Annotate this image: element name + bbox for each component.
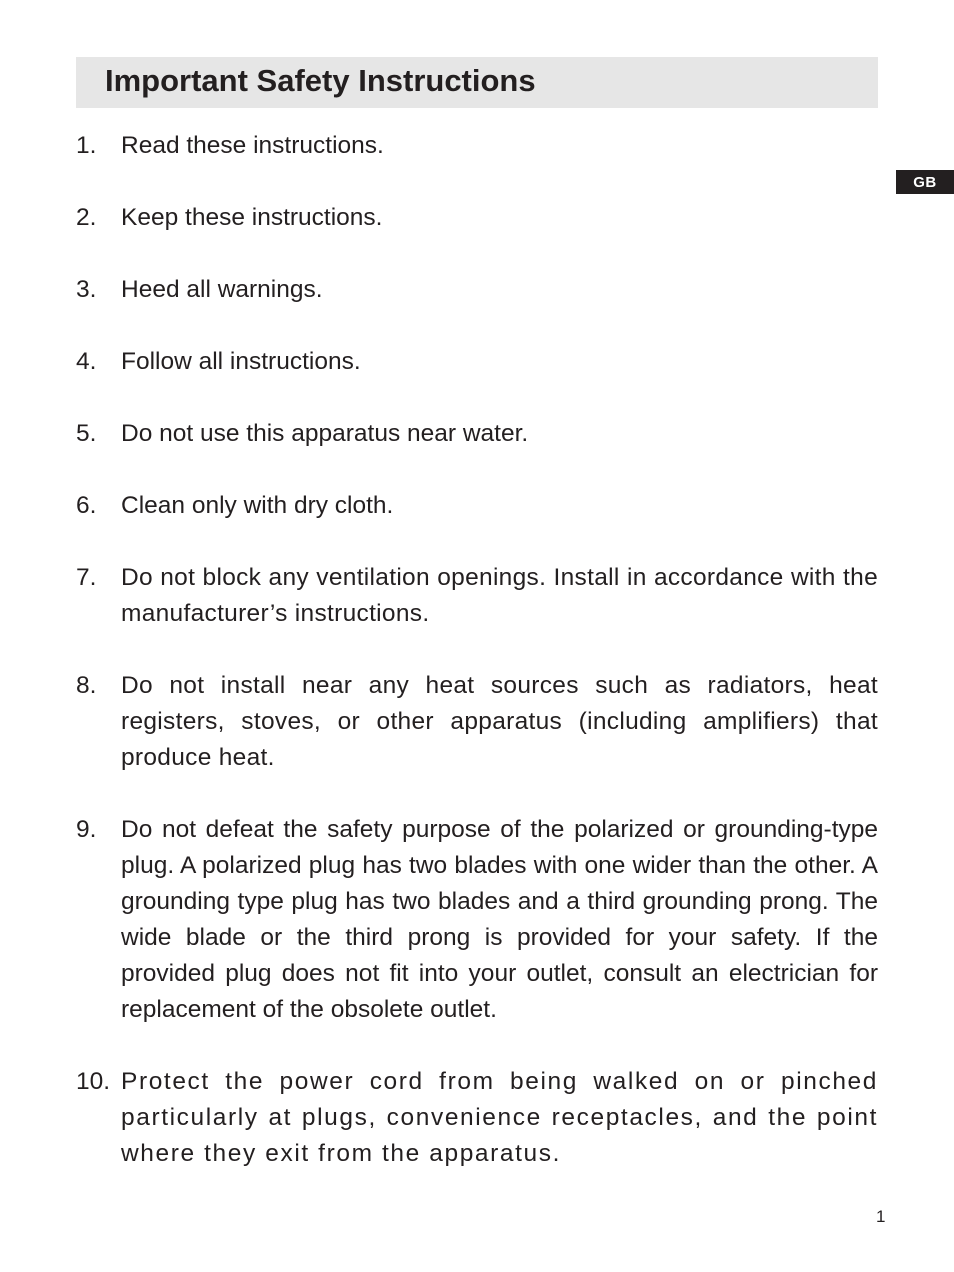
item-text: Follow all instructions. bbox=[121, 348, 361, 375]
item-number: 3. bbox=[76, 276, 97, 303]
instruction-item-8 bbox=[76, 668, 878, 776]
item-text: Do not defeat the safety purpose of the polarized or grounding-type plug. A polarized plug has two blades with one wider than the other. A grounding type plug has two blades and a third grounding prong. The wide blade or the third prong is provided for your safety. If the provided plug does not fit into your outlet, consult an electrician for replacement of the obsolete outlet. bbox=[121, 816, 878, 1023]
item-number: 8. bbox=[76, 672, 97, 699]
language-tab: GB bbox=[896, 170, 954, 194]
item-text: Do not block any ventilation openings. Install in accordance with the manufacturer’s instructions. bbox=[121, 564, 878, 627]
item-number: 2. bbox=[76, 204, 97, 231]
section-header bbox=[76, 57, 878, 108]
page-number: 1 bbox=[876, 1207, 886, 1226]
item-text: Heed all warnings. bbox=[121, 276, 323, 303]
item-text: Keep these instructions. bbox=[121, 204, 383, 231]
item-text: Do not install near any heat sources such as radiators, heat registers, stoves, or other apparatus (including amplifiers) that produce heat. bbox=[121, 672, 878, 771]
item-number: 9. bbox=[76, 816, 97, 843]
instruction-item-4 bbox=[76, 344, 878, 380]
item-number: 4. bbox=[76, 348, 97, 375]
item-text: Do not use this apparatus near water. bbox=[121, 420, 529, 447]
item-text: Protect the power cord from being walked on or pinched particularly at plugs, convenience receptacles, and the point where they exit from the apparatus. bbox=[121, 1068, 878, 1167]
page-title: Important Safety Instructions bbox=[105, 63, 536, 98]
instruction-item-9 bbox=[76, 812, 878, 1028]
instruction-item-3 bbox=[76, 272, 878, 308]
item-number: 5. bbox=[76, 420, 97, 447]
instruction-item-10 bbox=[76, 1064, 878, 1172]
instruction-list bbox=[76, 128, 878, 1172]
item-number: 7. bbox=[76, 564, 97, 591]
instruction-item-7 bbox=[76, 560, 878, 632]
item-text: Read these instructions. bbox=[121, 132, 384, 159]
item-number: 10. bbox=[76, 1068, 111, 1095]
instruction-item-6 bbox=[76, 488, 878, 524]
instruction-item-5 bbox=[76, 416, 878, 452]
instruction-item-2 bbox=[76, 200, 878, 236]
item-text: Clean only with dry cloth. bbox=[121, 492, 394, 519]
item-number: 1. bbox=[76, 132, 97, 159]
instruction-item-1 bbox=[76, 128, 878, 164]
item-number: 6. bbox=[76, 492, 97, 519]
